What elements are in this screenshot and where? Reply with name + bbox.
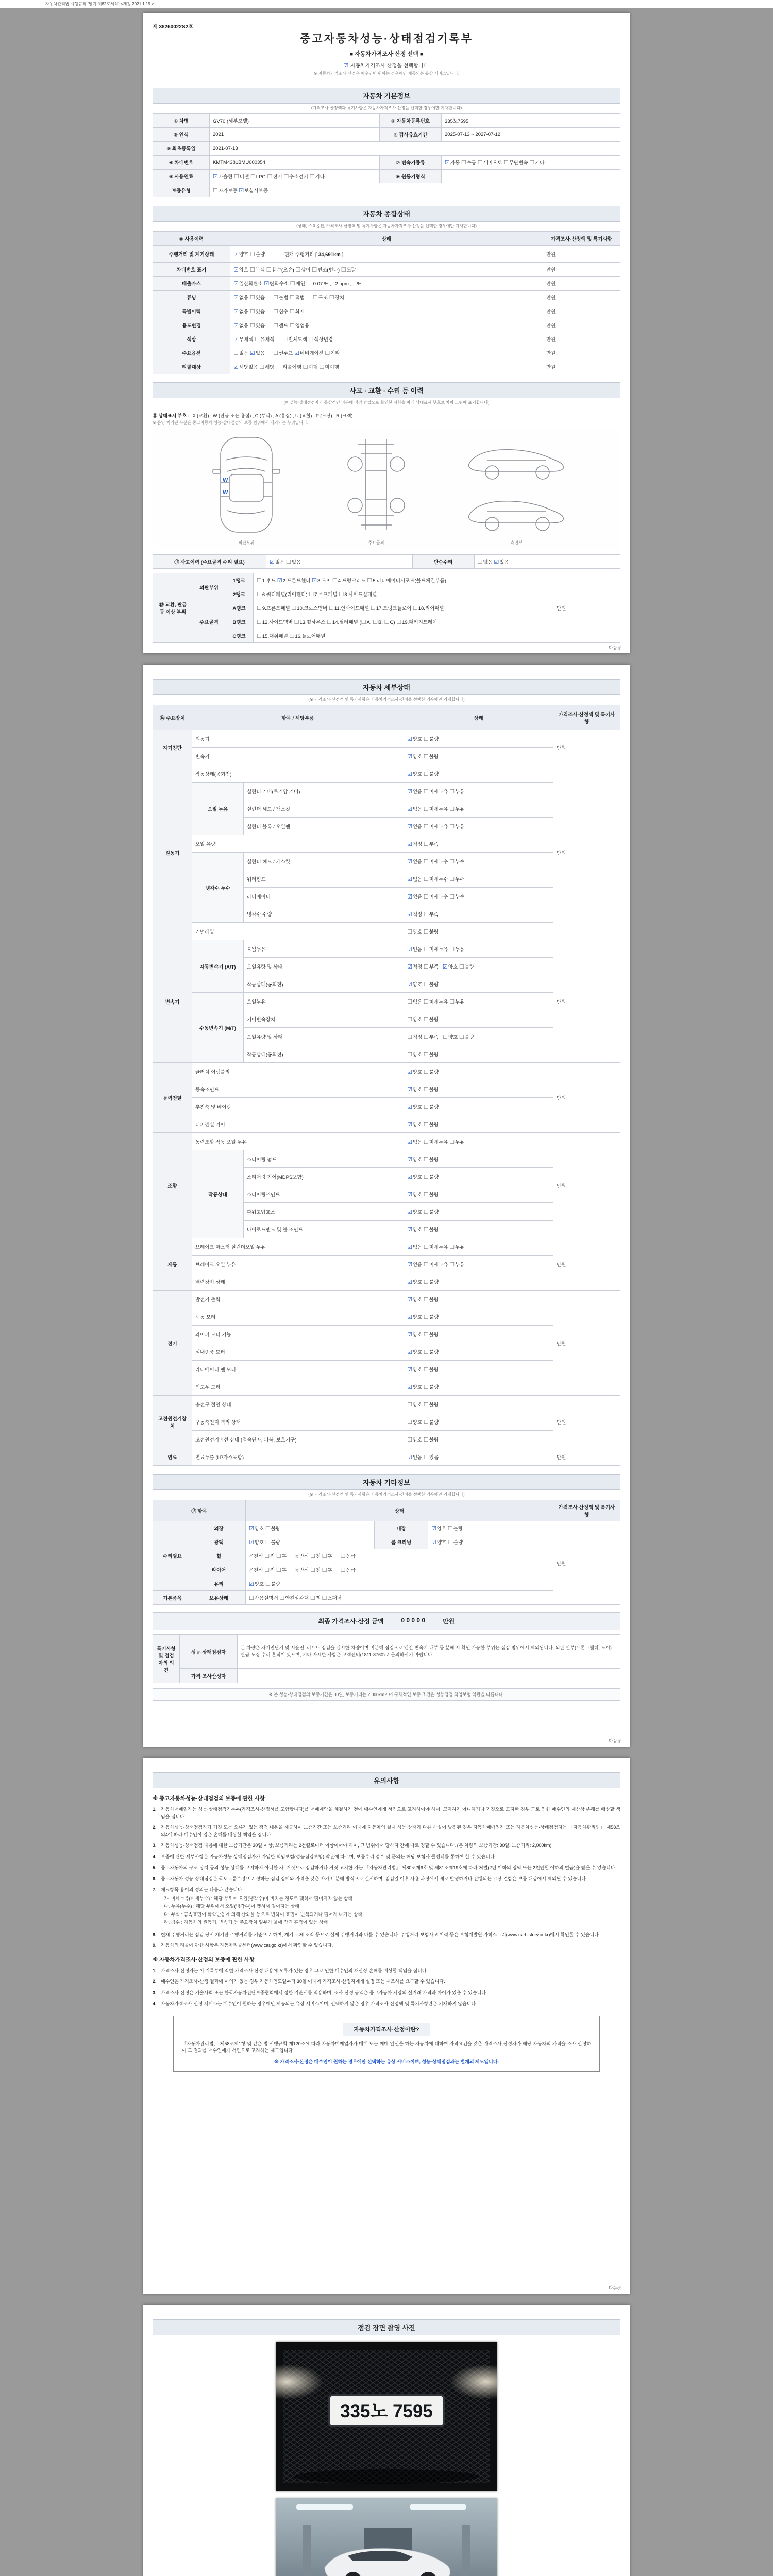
table-row: 차대번호 표기 ☑양호 ☐부식 ☐훼손(오손) ☐상이 ☐변조(변타) ☐도말 만원 xyxy=(153,263,620,277)
diagram-label: 주요골격 xyxy=(368,540,384,545)
section-title-photos: 점검 장면 촬영 사진 xyxy=(153,2319,620,2335)
table-row: 오일유량 및 상태 ☑적정 ☐부족 ☑양호 ☐불량 xyxy=(153,958,620,975)
lift-photo xyxy=(276,2498,497,2576)
car-frame-diagram xyxy=(338,433,415,536)
car-exterior-figure xyxy=(203,433,290,546)
form-reference: 자동차관리법 시행규칙 [별지 제82호서식] <개정 2021.1.19.> xyxy=(0,0,773,8)
panel-notices xyxy=(143,1758,630,2294)
table-row: 스티어링조인트 ☑양호 ☐불량 xyxy=(153,1185,620,1203)
document-title: 중고자동차성능·상태점검기록부 xyxy=(300,33,473,45)
section-title-etc: 자동차 기타정보 xyxy=(153,1474,620,1490)
table-row: 가격·조사산정자 xyxy=(153,1669,620,1683)
table-row: 기본품목 보유상태 ☐사용설명서 ☐안전삼각대 ☐잭 ☐스패너 xyxy=(153,1591,620,1605)
table-row: 조향 동력조향 작동 오일 누유 ☑없음 ☐미세누유 ☐누유 만원 xyxy=(153,1133,620,1150)
basic-info-table xyxy=(153,113,620,197)
table-row: 휠 운전석 ☐전 ☐후 동반석 ☐전 ☐후 ☐응급 xyxy=(153,1549,620,1563)
table-row: 라디에이터 팬 모터 ☑양호 ☐불량 xyxy=(153,1361,620,1378)
price-survey-select-checkbox: ☑ 자동차가격조사·산정을 선택합니다. xyxy=(343,63,430,69)
table-row: 변속기 자동변속기 (A/T) 오일누유 ☑없음 ☐미세누유 ☐누유 만원 xyxy=(153,940,620,958)
section-title-notice: 유의사항 xyxy=(153,1772,620,1788)
panel-detail-status xyxy=(143,665,630,1747)
table-row: 작동상태 스티어링 펌프 ☑양호 ☐불량 xyxy=(153,1150,620,1168)
status-code-legend: ⑪ 상태표시 부호 : X (교환) , W (판금 또는 용접) , C (부식) , A (흠집) , U (요철) , P (도장) , R (크랙) xyxy=(153,413,353,418)
inspector-opinion-table xyxy=(153,1634,620,1683)
next-page-label: 다음장 xyxy=(609,2285,621,2291)
table-row: 커먼레일 ☐양호 ☐불량 xyxy=(153,923,620,940)
notice-list-inspection xyxy=(153,1806,620,1950)
inspection-photos xyxy=(153,2335,620,2576)
table-row: 수동변속기 (M/T) 오일누유 ☐없음 ☐미세누유 ☐누유 xyxy=(153,993,620,1010)
pricing-definition-highlight: ※ 가격조사·산정은 매수인이 원하는 경우에만 선택하는 유상 서비스이며, 성능·상태점검과는 별개의 제도입니다. xyxy=(274,2059,499,2065)
table-row: ③ 연식 2021 ④ 검사유효기간 2025-07-13 ~ 2027-07-12 xyxy=(153,128,620,142)
section-note-accident: (※ 성능·상태점검자가 통상적인 비분해 점검 방법으로 확인한 사항을 아래 상태표시 부호로 차량 그림에 표기합니다) xyxy=(283,400,490,405)
pricing-definition-text: 「자동차관리법」 제58조제1항 및 같은 법 시행규칙 제120조에 따라 자동차매매업자가 매매 또는 매매 알선을 하는 자동차에 대하여 자격요건을 갖춘 가격조사·산정자가 해당 자동차의 가격을 조사·산정하여 그 결과를 매수인에게 서면으로 고지하는 제도입니다. xyxy=(182,2041,591,2054)
notice-head-inspection: ※ 중고자동차성능·상태점검의 보증에 관한 사항 xyxy=(153,1795,265,1802)
table-row: 디퍼렌셜 기어 ☑양호 ☐불량 xyxy=(153,1115,620,1133)
section-title-overall: 자동차 종합상태 xyxy=(153,206,620,222)
table-row: 변속기 ☑양호 ☐불량 xyxy=(153,748,620,765)
detail-status-table: ⑭ 주요장치 항목 / 해당부품 상태 가격조사·산정액 및 특기사항 자기진단 원동기 ☑양호 ☐불량 만원 변속기 ☑양호 ☐불량 원동기 작동상태(공회전) ☑양호 ☐불량 만원 오일 누유 실린더 커버(로커암 커버) ☑없음 ☐미세누유 ☐누유 실린더 헤드 / 개스킷 ☑없음 ☐미세누유 ☐누유 실린더 블록 / 오일팬 ☑없음 ☐미세누유 ☐누유 오일 유량 ☑적정 ☐부족 냉각수 누수 실린더 헤드 / 개스킷 ☑없음 ☐미세누수 ☐누수 워터펌프 ☑없음 ☐미세누수 ☐누수 라디에이터 ☑없음 ☐미세누수 ☐누수 냉각수 수량 ☑적정 ☐부족 커먼레일 ☐양호 ☐불량 변속기 자동변속기 (A/T) 오일누유 ☑없음 ☐미세누유 ☐누유 만원 오일유량 및 상태 ☑적정 ☐부족 ☑양호 ☐불량 작동상태(공회전) ☑양호 ☐불량 수동변속기 (M/T) 오일누유 ☐없음 ☐미세누유 ☐누유 기어변속장치 ☐양호 ☐불량 오일유량 및 상태 ☐적정 ☐부족 ☐양호 ☐불량 작동상태(공회전) ☐양호 ☐불량 동력전달 클러치 어셈블리 ☑양호 ☐불량 만원 등속조인트 ☑양호 ☐불량 추진축 및 베어링 ☑양호 ☐불량 디퍼렌셜 기어 ☑양호 ☐불량 조향 동력조향 작동 오일 누유 ☑없음 ☐미세누유 ☐누유 만원 작동상태 스티어링 펌프 ☑양호 ☐불량 스티어링 기어(MDPS포함) ☑양호 ☐불량 스티어링조인트 ☑양호 ☐불량 파워고압호스 ☑양호 ☐불량 타이로드엔드 및 볼 조인트 ☑양호 ☐불량 제동 브레이크 마스터 실린더오일 누유 ☑없음 ☐미세누유 ☐누유 만원 브레이크 오일 누유 ☑없음 ☐미세누유 ☐누유 배력장치 상태 ☑양호 ☐불량 전기 발전기 출력 ☑양호 ☐불량 만원 시동 모터 ☑양호 ☐불량 와이퍼 모터 기능 ☑양호 ☐불량 실내송풍 모터 ☑양호 ☐불량 라디에이터 팬 모터 ☑양호 ☐불량 윈도우 모터 ☑양호 ☐불량 고전원전기장치 충전구 절연 상태 ☐양호 ☐불량 만원 구동축전지 격리 상태 ☐양호 ☐불량 고전원전기배선 상태 (접속단자, 피복, 보호기구) ☐양호 ☐불량 연료 연료누출 (LP가스포함) ☑없음 ☐있음 만원 xyxy=(153,705,620,1466)
table-row: ⑥ 차대번호 KMTM4381BMU000354 ⑦ 변속기종류 ☑자동 ☐수동 ☐세미오토 ☐무단변속 ☐기타 xyxy=(153,156,620,170)
table-row: 제동 브레이크 마스터 실린더오일 누유 ☑없음 ☐미세누유 ☐누유 만원 xyxy=(153,1238,620,1256)
table-row: 작동상태(공회전) ☑양호 ☐불량 xyxy=(153,975,620,993)
car-side-diagram xyxy=(462,433,570,536)
ceiling-light xyxy=(410,2504,466,2510)
ceiling-light xyxy=(296,2504,353,2510)
notice-item: 6. 중고자동차 성능·상태점검은 국토교통부령으로 정하는 점검 장비와 자격을 갖춘 자가 비분해 방식으로 실시하며, 점검일 이후 사용 과정에서 새로 발생하거나 진행되는 고장·결함은 보증 대상에서 제외될 수 있습니다. xyxy=(153,1876,587,1882)
table-row: 워터펌프 ☑없음 ☐미세누수 ☐누수 xyxy=(153,870,620,888)
document-number: 제 38260022S2호 xyxy=(153,24,193,30)
table-row: ⑫ 사고이력 (주요골격 수리 필요) ☑없음 ☐있음 단순수리 ☐없음 ☑있음 xyxy=(153,555,620,569)
notice-item: 4. 자동차가격조사·산정 서비스는 매수인이 원하는 경우에만 제공되는 유상 서비스이며, 선택하지 않은 경우 가격조사·산정액 및 특기사항란은 기재하지 않습니다. xyxy=(153,2001,477,2006)
table-row: 자기진단 원동기 ☑양호 ☐불량 만원 xyxy=(153,730,620,748)
table-row: B랭크 ☐12.사이드멤버 ☐13.휠하우스 ☐14.필러패널 (☐A, ☐B, ☐C) ☐19.패키지트레이 xyxy=(153,615,620,629)
table-row: 리콜대상 ☑해당없음 ☐해당 리콜이행 ☐이행 ☐미이행 만원 xyxy=(153,360,620,374)
notice-item: 4. 보증에 관한 세부사항은 자동차성능·상태점검자가 가입한 책임보험(성능점검보험) 약관에 따르며, 보증수리 접수 및 문의는 해당 보험사 콜센터를 통하여 할 수 있습니다. xyxy=(153,1854,496,1859)
table-row: 작동상태(공회전) ☐양호 ☐불량 xyxy=(153,1045,620,1063)
final-price-value: 0 0 0 0 0 xyxy=(401,1617,426,1624)
panel-photos xyxy=(143,2305,630,2576)
table-row: 튜닝 ☑없음 ☐있음 ☐불법 ☐적법 ☐구조 ☐장치 만원 xyxy=(153,291,620,304)
table-row: 배력장치 상태 ☑양호 ☐불량 xyxy=(153,1273,620,1291)
final-price-unit: 만원 xyxy=(443,1618,455,1625)
notice-item: 3. 자동차성능·상태점검 내용에 대한 보증기간은 30일 이상, 보증거리는 2천킬로미터 이상이어야 하며, 그 범위에서 당사자 간에 따로 정할 수 있습니다. (본 차량의 보증기간: 30일, 보증거리: 2,000km) xyxy=(153,1843,552,1848)
next-page-label: 다음장 xyxy=(609,1738,621,1743)
table-row: ⑧ 사용연료 ☑가솔린 ☐디젤 ☐LPG ☐전기 ☐수소전기 ☐기타 ⑨ 원동기형식 xyxy=(153,170,620,183)
final-price-label: 최종 가격조사·산정 금액 xyxy=(318,1618,384,1625)
table-row: 실내송풍 모터 ☑양호 ☐불량 xyxy=(153,1343,620,1361)
table-row: 오일유량 및 상태 ☐적정 ☐부족 ☐양호 ☐불량 xyxy=(153,1028,620,1045)
table-row: 주요옵션 ☐없음 ☑있음 ☐썬루프 ☑네비게이션 ☐기타 만원 xyxy=(153,346,620,360)
section-note-basic: (가격조사·산정액과 특기사항은 자동차가격조사·산정을 선택한 경우에만 기재합니다) xyxy=(311,106,462,110)
license-plate-number: 335노 7595 xyxy=(340,2401,433,2421)
table-row: 냉각수 수량 ☑적정 ☐부족 xyxy=(153,905,620,923)
table-row: 수리필요 외장 ☑양호 ☐불량 내장 ☑양호 ☐불량 만원 xyxy=(153,1521,620,1535)
notice-list-pricing xyxy=(153,1968,620,2008)
section-note-detail: (※ 가격조사·산정액 및 특기사항은 자동차가격조사·산정을 선택한 경우에만 기재합니다) xyxy=(308,697,465,702)
next-page-label: 다음장 xyxy=(609,645,621,650)
table-row: 보증유형 ☐자가보증 ☑보험사보증 xyxy=(153,183,620,197)
table-row: 냉각수 누수 실린더 헤드 / 개스킷 ☑없음 ☐미세누수 ☐누수 xyxy=(153,853,620,870)
table-row: 2랭크 ☐6.쿼터패널(리어휀더) ☐7.루프패널 ☐8.사이드실패널 xyxy=(153,587,620,601)
table-row: 파워고압호스 ☑양호 ☐불량 xyxy=(153,1203,620,1221)
car-exterior-diagram xyxy=(203,433,290,536)
table-row: 기어변속장치 ☐양호 ☐불량 xyxy=(153,1010,620,1028)
overall-status-table: ⑩ 사용이력 상태 가격조사·산정액 및 특기사항 주행거리 및 계기상태 ☑양호 ☐불량 현재 주행거리 [ 34,691km ] 만원 차대번호 표기 ☑양호 ☐부식 ☐훼손(오손) ☐상이 ☐변조(변타) ☐도말 만원 배출가스 ☑일산화탄소 ☑탄화수소 ☐매연 0.07 % , 2 ppm , % 만원 튜닝 ☑없음 ☐있음 ☐불법 ☐적법 ☐구조 ☐장치 만원 특별이력 ☑없음 ☐있음 ☐침수 ☐화재 만원 용도변경 ☑없음 ☐있음 ☐렌트 ☐영업용 만원 색상 ☑무채색 ☐유채색 ☐전체도색 ☐색상변경 만원 주요옵션 ☐없음 ☑있음 ☐썬루프 ☑네비게이션 ☐기타 만원 리콜대상 ☑해당없음 ☐해당 리콜이행 ☐이행 ☐미이행 만원 xyxy=(153,231,620,374)
table-row: ① 차명 GV70 (세부모델) ② 자동차등록번호 335노7595 xyxy=(153,114,620,128)
table-row: 동력전달 클러치 어셈블리 ☑양호 ☐불량 만원 xyxy=(153,1063,620,1080)
table-row: 유리 ☑양호 ☐불량 xyxy=(153,1577,620,1591)
table-row: 특기사항 및 점검자의 의견 성능·상태점검자 본 차량은 자기진단기 및 시운전, 리프트 점검을 실시한 차량이며 비분해 점검으로 엔진·변속기 내부 등 분해 시 확인 가능한 부위는 점검 범위에서 제외됩니다. 외판 일부(프론트휀더, 도어) 판금·도장 수리 흔적이 있으며, 기타 자세한 사항은 고객센터(1811-8760)로 문의하시기 바랍니다. xyxy=(153,1635,620,1669)
table-row: 고전원전기배선 상태 (접속단자, 피복, 보호기구) ☐양호 ☐불량 xyxy=(153,1431,620,1448)
table-row: 고전원전기장치 충전구 절연 상태 ☐양호 ☐불량 만원 xyxy=(153,1396,620,1413)
table-row: 주요골격 A랭크 ☐9.프론트패널 ☐10.크로스멤버 ☐11.인사이드패널 ☐17.트렁크플로어 ☐18.리어패널 xyxy=(153,601,620,615)
car-side-figure xyxy=(462,433,570,546)
table-row: 원동기 작동상태(공회전) ☑양호 ☐불량 만원 xyxy=(153,765,620,783)
repair-mark-fender: W xyxy=(223,477,228,483)
table-row: 라디에이터 ☑없음 ☐미세누수 ☐누수 xyxy=(153,888,620,905)
table-row: 타이어 운전석 ☐전 ☐후 동반석 ☐전 ☐후 ☐응급 xyxy=(153,1563,620,1577)
warranty-strip-note: ※ 본 성능·상태점검의 보증기간은 30일, 보증거리는 2,000km이며 구체적인 보증 조건은 성능점검 책임보험 약관을 따릅니다. xyxy=(153,1688,620,1701)
section-title-detail: 자동차 세부상태 xyxy=(153,679,620,695)
document-header xyxy=(153,20,620,80)
section-note-etc: (※ 가격조사·산정액 및 특기사항은 자동차가격조사·산정을 선택한 경우에만 기재합니다) xyxy=(308,1492,465,1497)
notice-item: 1. 가격조사·산정자는 이 기록부에 적힌 가격조사·산정 내용에 오류가 있는 경우 그로 인한 매수인의 재산상 손해를 배상할 책임을 집니다. xyxy=(153,1968,428,1973)
notice-head-pricing: ※ 자동차가격조사·산정의 보증에 관한 사항 xyxy=(153,1956,255,1963)
document-subtitle: ■ 자동차가격조사·산정 선택 ■ xyxy=(349,51,424,57)
table-row: C랭크 ☐15.대쉬패널 ☐16.플로어패널 xyxy=(153,629,620,643)
notice-item: 8. 현재 주행거리는 점검 당시 계기판 주행거리를 기준으로 하며, 계기 교체·조작 등으로 실제 주행거리와 다를 수 있습니다. 주행거리·보험사고 이력 등은 보험개발원 카히스토리(www.carhistory.or.kr)에서 확인할 수 있습니다. xyxy=(153,1931,600,1937)
panel-basic-info xyxy=(143,13,630,653)
notice-item: 5. 중고자동차의 구조·장치 등의 성능·상태를 고지하지 아니한 자, 거짓으로 점검하거나 거짓 고지한 자는 「자동차관리법」 제80조제6호 및 제81조제19호에 따라 처벌(2년 이하의 징역 또는 2천만원 이하의 벌금)을 받을 수 있습니다. xyxy=(153,1865,617,1870)
table-row: 실린더 헤드 / 개스킷 ☑없음 ☐미세누유 ☐누유 xyxy=(153,800,620,818)
table-row: 시동 모터 ☑양호 ☐불량 xyxy=(153,1308,620,1326)
table-row: ⑤ 최초등록일 2021-07-13 xyxy=(153,142,620,156)
notice-item: 1. 자동차매매업자는 성능·상태점검기록부(가격조사·산정서를 포함합니다)를 매매계약을 체결하기 전에 매수인에게 서면으로 고지하여야 하며, 고지하지 아니하거나 거짓으로 고지한 경우 그로 인한 매수인의 재산상 손해를 배상할 책임을 집니다. xyxy=(153,1807,620,1819)
etc-info-table: ⑮ 항목 상태 가격조사·산정액 및 특기사항 수리필요 외장 ☑양호 ☐불량 내장 ☑양호 ☐불량 만원 광택 ☑양호 ☐불량 룸 크리닝 ☑양호 ☐불량 휠 운전석 ☐전 ☐후 동반석 ☐전 ☐후 ☐응급 타이어 운전석 ☐전 ☐후 동반석 ☐전 ☐후 ☐응급 유리 ☑양호 ☐불량 기본품목 보유상태 ☐사용설명서 ☐안전삼각대 ☐잭 ☐스패너 xyxy=(153,1500,620,1605)
status-code-legend-note: ※ 음영 처리된 부분은 중고자동차 성능·상태점검의 보증 범위에서 제외되는 부위입니다. xyxy=(153,420,309,425)
table-row: 전기 발전기 출력 ☑양호 ☐불량 만원 xyxy=(153,1291,620,1308)
grille-photo xyxy=(276,2342,497,2491)
damage-parts-table xyxy=(153,573,620,643)
table-row: 와이퍼 모터 기능 ☑양호 ☐불량 xyxy=(153,1326,620,1343)
table-row: 주행거리 및 계기상태 ☑양호 ☐불량 현재 주행거리 [ 34,691km ] 만원 xyxy=(153,246,620,263)
notice-item: 2. 매수인은 가격조사·산정 결과에 이의가 있는 경우 자동차인도일부터 30일 이내에 가격조사·산정자에게 설명 또는 재조사를 요구할 수 있습니다. xyxy=(153,1979,445,1984)
table-row: 오일 누유 실린더 커버(로커암 커버) ☑없음 ☐미세누유 ☐누유 xyxy=(153,783,620,800)
section-title-accident: 사고 · 교환 · 수리 등 이력 xyxy=(153,382,620,398)
table-row: 스티어링 기어(MDPS포함) ☑양호 ☐불량 xyxy=(153,1168,620,1185)
lift-post-left xyxy=(303,2525,311,2576)
table-row: 실린더 블록 / 오일팬 ☑없음 ☐미세누유 ☐누유 xyxy=(153,818,620,835)
pricing-definition-title: 자동차가격조사·산정이란? xyxy=(343,2023,430,2036)
pricing-definition-box xyxy=(173,2016,600,2072)
price-survey-note: ※ 자동차가격조사·산정은 매수인이 원하는 경우에만 제공되는 유상 서비스입니다. xyxy=(313,71,460,76)
notice-item: 2. 자동차성능·상태점검자가 거짓 또는 오류가 있는 점검 내용을 제공하여 보증기간 또는 보증거리 이내에 자동차의 실제 성능·상태가 다른 사실이 발견된 경우 자동차매매업자 또는 자동차성능·상태점검자는 「자동차관리법」 제58조의4에 따라 매수인이 입은 손해를 배상할 책임을 집니다. xyxy=(153,1825,620,1837)
table-row: 광택 ☑양호 ☐불량 룸 크리닝 ☑양호 ☐불량 xyxy=(153,1535,620,1549)
diagram-label: 외판부위 xyxy=(238,540,255,545)
table-row: 타이로드엔드 및 볼 조인트 ☑양호 ☐불량 xyxy=(153,1221,620,1238)
table-row: 등속조인트 ☑양호 ☐불량 xyxy=(153,1080,620,1098)
car-frame-figure xyxy=(338,433,415,546)
accident-history-table xyxy=(153,554,620,569)
document xyxy=(143,13,630,2576)
table-row: 연료 연료누출 (LP가스포함) ☑없음 ☐있음 만원 xyxy=(153,1448,620,1466)
table-row: 색상 ☑무채색 ☐유채색 ☐전체도색 ☐색상변경 만원 xyxy=(153,332,620,346)
table-row: 특별이력 ☑없음 ☐있음 ☐침수 ☐화재 만원 xyxy=(153,304,620,318)
table-row: 구동축전지 격리 상태 ☐양호 ☐불량 xyxy=(153,1413,620,1431)
table-row: 용도변경 ☑없음 ☐있음 ☐렌트 ☐영업용 만원 xyxy=(153,318,620,332)
section-title-basic: 자동차 기본정보 xyxy=(153,88,620,104)
notice-item: 9. 자동차의 리콜에 관한 사항은 자동차리콜센터(www.car.go.kr)에서 확인할 수 있습니다. xyxy=(153,1943,333,1948)
lift-post-right xyxy=(462,2525,470,2576)
section-note-overall: (상태, 주요옵션, 가격조사·산정액 및 특기사항은 자동차가격조사·산정을 선택한 경우에만 기재합니다) xyxy=(296,224,477,228)
diagram-label: 측면부 xyxy=(510,540,523,545)
table-row: ⑬ 교환, 판금 등 이상 부위 외판부위 1랭크 ☐1.후드 ☑2.프론트휀더 ☑3.도어 ☐4.트렁크리드 ☐5.라디에이터서포트(볼트체결부품) 만원 xyxy=(153,573,620,587)
table-row: 배출가스 ☑일산화탄소 ☑탄화수소 ☐매연 0.07 % , 2 ppm , % 만원 xyxy=(153,277,620,291)
final-price-row xyxy=(153,1612,620,1630)
table-row: 추진축 및 베어링 ☑양호 ☐불량 xyxy=(153,1098,620,1115)
table-row: 윈도우 모터 ☑양호 ☐불량 xyxy=(153,1378,620,1396)
table-row: 오일 유량 ☑적정 ☐부족 xyxy=(153,835,620,853)
table-row: 브레이크 오일 누유 ☑없음 ☐미세누유 ☐누유 xyxy=(153,1256,620,1273)
notice-item: 7. 체크항목 용어의 정의는 다음과 같습니다. 가. 미세누유(미세누수) : 해당 부위에 오일(냉각수)이 비치는 정도로 맺혀서 떨어지지 않는 상태 나. 누유(누수) : 해당 부위에서 오일(냉각수)이 맺혀서 떨어지는 상태 다. 부식 : 금속표면이 화학반응에 의해 산화물 등으로 변하여 표면이 변색되거나 떨어져 나가는 상태 라. 침수 : 자동차의 원동기, 변속기 등 주요장치 일부가 물에 잠긴 흔적이 있는 상태 xyxy=(153,1887,363,1925)
car-diagrams xyxy=(153,429,620,550)
repair-mark-door: W xyxy=(223,489,228,496)
notice-item: 3. 가격조사·산정은 기술사회 또는 한국자동차진단보증협회에서 정한 기준서를 적용하며, 조사·산정 금액은 중고자동차 시장의 실거래 가격과 차이가 있을 수 있습니다. xyxy=(153,1990,488,1995)
